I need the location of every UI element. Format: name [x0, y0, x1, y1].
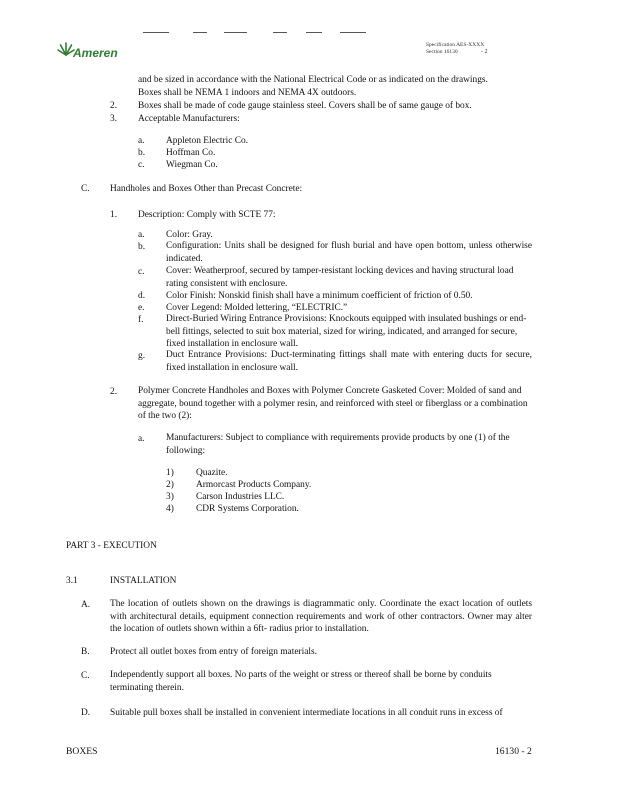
- list-item: Wiegman Co.: [166, 160, 218, 170]
- spec-reference: [426, 42, 484, 56]
- item-number: 3.: [110, 114, 118, 124]
- paragraph-letter: C.: [81, 671, 90, 681]
- list-marker: a.: [138, 230, 145, 240]
- list-marker: 1): [166, 468, 174, 478]
- list-marker: 3): [166, 492, 174, 502]
- section-number: 3.1: [66, 576, 78, 586]
- paragraph-letter: A.: [81, 600, 91, 610]
- section-letter: C.: [81, 184, 90, 194]
- spec-line: Section 16130: [426, 49, 458, 55]
- ameren-logo: [57, 40, 127, 62]
- list-item: Cover: Weatherproof, secured by tamper-resistant locking devices and having structural load rating consistent with enclosure.: [166, 266, 514, 289]
- list-item: Configuration: Units shall be designed for flush burial and have open bottom, unless otherwise indicated.: [166, 241, 532, 264]
- list-item: Appleton Electric Co.: [166, 136, 249, 146]
- list-item: Quazite.: [196, 468, 228, 478]
- item-text: Polymer Concrete Handholes and Boxes with Polymer Concrete Gasketed Cover: Molded of sand and aggregate, bound together with a polymer resin, and reinforced with steel or fiberglass or a combination of the two (2):: [138, 386, 528, 422]
- header-rule: [193, 32, 207, 33]
- list-marker: c.: [138, 160, 145, 170]
- list-item: Color Finish: Nonskid finish shall have a minimum coefficient of friction of 0.50.: [166, 291, 473, 301]
- list-marker: c.: [138, 267, 145, 277]
- footer-page-number: 16130 - 2: [495, 746, 532, 757]
- logo-text: Ameren: [73, 46, 118, 60]
- list-marker: b.: [138, 148, 146, 158]
- paragraph-text: Suitable pull boxes shall be installed in convenient intermediate locations in all conduit runs in excess of: [110, 708, 503, 718]
- paragraph-text: Independently support all boxes. No parts of the weight or stress or thereof shall be borne by conduits terminating therein.: [110, 670, 492, 693]
- list-item: Carson Industries LLC.: [196, 492, 285, 502]
- section-heading: Handholes and Boxes Other than Precast Concrete:: [110, 184, 303, 194]
- header-rule: [143, 32, 169, 33]
- list-marker: 4): [166, 504, 174, 514]
- spec-line: Specification AES-XXXX: [426, 42, 485, 48]
- list-item: Hoffman Co.: [166, 148, 216, 158]
- list-item: Armorcast Products Company.: [196, 480, 312, 490]
- list-marker: b.: [138, 242, 146, 252]
- item-text: Description: Comply with SCTE 77:: [138, 210, 276, 220]
- paragraph-text: The location of outlets shown on the drawings is diagrammatic only. Coordinate the exact location of outlets with architectural details, equipment connection requirements and work of other contractors. Owner may alter the location of outlets shown within a 6ft- radius prior to installation.: [110, 599, 532, 635]
- list-item: Color: Gray.: [166, 230, 213, 240]
- item-text: Boxes shall be made of code gauge stainless steel. Covers shall be of same gauge of box.: [138, 101, 472, 111]
- list-marker: a.: [138, 434, 145, 444]
- paragraph-text: Protect all outlet boxes from entry of foreign materials.: [110, 647, 317, 657]
- list-marker: f.: [138, 315, 144, 325]
- header-rule: [340, 32, 366, 33]
- item-number: 2.: [110, 101, 118, 111]
- list-marker: d.: [138, 291, 146, 301]
- list-marker: g.: [138, 351, 146, 361]
- item-number: 2.: [110, 387, 118, 397]
- list-marker: a.: [138, 136, 145, 146]
- item-number: 1.: [110, 210, 118, 220]
- header-rule: [306, 32, 322, 33]
- header-rule: [273, 32, 287, 33]
- part-heading: PART 3 - EXECUTION: [66, 541, 157, 551]
- list-marker: e.: [138, 303, 145, 313]
- list-marker: 2): [166, 480, 174, 490]
- list-item: Duct Entrance Provisions: Duct-terminating fittings shall mate with entering ducts for secure, fixed installation in enclosure wall.: [166, 350, 532, 373]
- list-item: Direct-Buried Wiring Entrance Provisions: Knockouts equipped with insulated bushings or end-bell fittings, selected to suit box material, sized for wiring, indicated, and arranged for secure, fixed installation in enclosure wall.: [166, 314, 527, 350]
- list-item: Manufacturers: Subject to compliance with requirements provide products by one (1) of the following:: [166, 433, 510, 456]
- paragraph-letter: D.: [81, 708, 91, 718]
- section-title: INSTALLATION: [110, 576, 177, 586]
- header-rule: [224, 32, 247, 33]
- spec-page-number: - 2: [481, 49, 488, 55]
- item-text: Acceptable Manufacturers:: [138, 114, 240, 124]
- footer-section-name: BOXES: [66, 746, 98, 757]
- list-item: CDR Systems Corporation.: [196, 504, 299, 514]
- body-line: and be sized in accordance with the National Electrical Code or as indicated on the drawings.: [138, 75, 488, 85]
- body-line: Boxes shall be NEMA 1 indoors and NEMA 4X outdoors.: [138, 88, 357, 98]
- list-item: Cover Legend: Molded lettering, “ELECTRIC.”: [166, 303, 348, 313]
- paragraph-letter: B.: [81, 647, 90, 657]
